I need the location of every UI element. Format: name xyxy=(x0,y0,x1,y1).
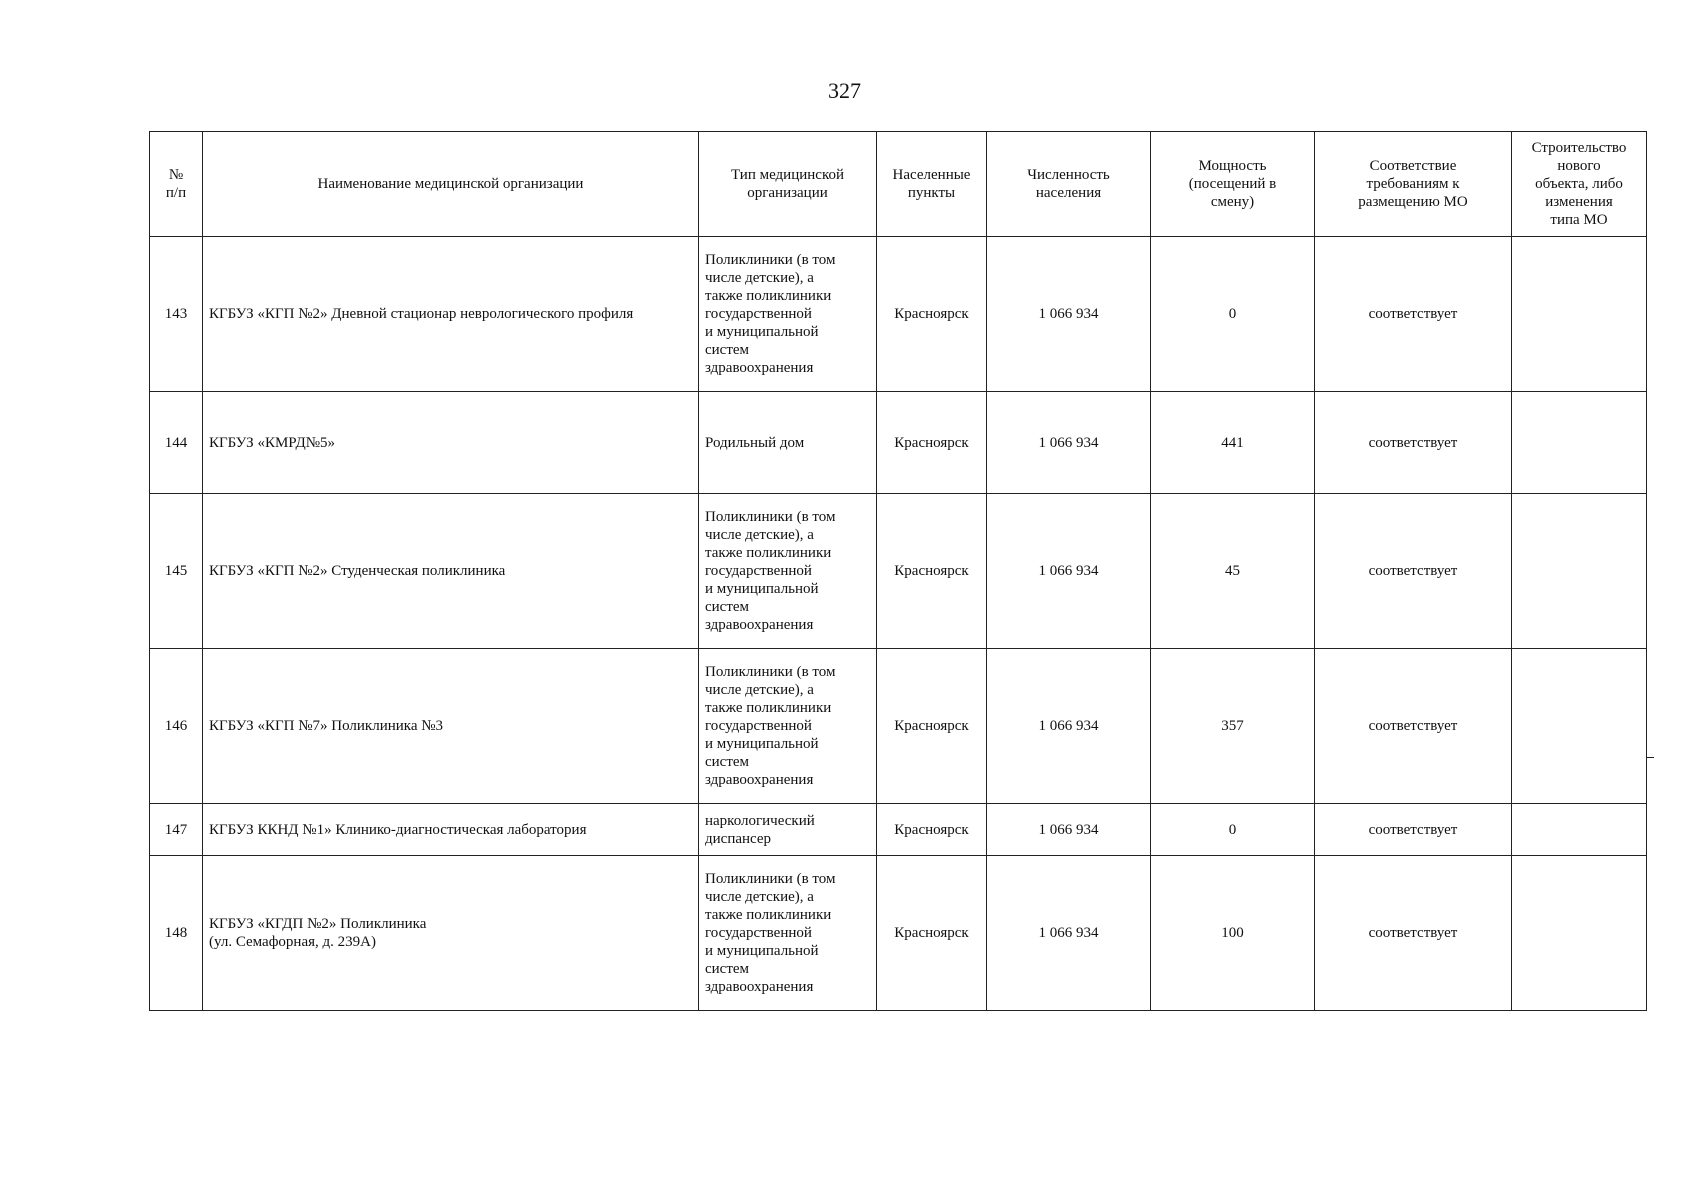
cell-compliance: соответствует xyxy=(1315,804,1512,856)
cell-city: Красноярск xyxy=(877,856,987,1011)
cell-name: КГБУЗ «КГП №7» Поликлиника №3 xyxy=(203,649,699,804)
header-population: Численность населения xyxy=(987,132,1151,237)
cell-population: 1 066 934 xyxy=(987,392,1151,494)
cell-population: 1 066 934 xyxy=(987,649,1151,804)
cell-population: 1 066 934 xyxy=(987,856,1151,1011)
table-row xyxy=(150,392,1647,494)
cell-compliance: соответствует xyxy=(1315,494,1512,649)
cell-construction xyxy=(1512,804,1647,856)
cell-name: КГБУЗ «КГДП №2» Поликлиника (ул. Семафорная, д. 239А) xyxy=(203,856,699,1011)
cell-construction xyxy=(1512,494,1647,649)
cell-construction xyxy=(1512,856,1647,1011)
cell-type: Родильный дом xyxy=(705,434,805,451)
cell-compliance: соответствует xyxy=(1315,392,1512,494)
cell-num: 147 xyxy=(150,804,203,856)
cell-capacity: 0 xyxy=(1151,804,1315,856)
table-row xyxy=(150,856,1647,1011)
cell-type: Поликлиники (в том числе детские), а также поликлиники государственной и муниципальной систем здравоохранения xyxy=(705,509,836,633)
cell-population: 1 066 934 xyxy=(987,494,1151,649)
cell-type: Поликлиники (в том числе детские), а также поликлиники государственной и муниципальной систем здравоохранения xyxy=(705,252,836,376)
table-row xyxy=(150,237,1647,392)
header-capacity: Мощность (посещений в смену) xyxy=(1151,132,1315,237)
cell-num: 143 xyxy=(150,237,203,392)
cell-city: Красноярск xyxy=(877,649,987,804)
header-construction: Строительство нового объекта, либо изменения типа МО xyxy=(1512,132,1647,237)
header-num: № п/п xyxy=(150,132,203,237)
cell-num: 146 xyxy=(150,649,203,804)
cell-population: 1 066 934 xyxy=(987,804,1151,856)
cell-capacity: 357 xyxy=(1151,649,1315,804)
cell-num: 145 xyxy=(150,494,203,649)
cell-capacity: 45 xyxy=(1151,494,1315,649)
page-number: 327 xyxy=(828,78,861,103)
cell-num: 144 xyxy=(150,392,203,494)
cell-type: Поликлиники (в том числе детские), а также поликлиники государственной и муниципальной систем здравоохранения xyxy=(705,871,836,995)
cell-city: Красноярск xyxy=(877,494,987,649)
cell-name: КГБУЗ «КГП №2» Студенческая поликлиника xyxy=(203,494,699,649)
cell-capacity: 0 xyxy=(1151,237,1315,392)
cell-name: КГБУЗ «КГП №2» Дневной стационар неврологического профиля xyxy=(203,237,699,392)
cell-construction xyxy=(1512,392,1647,494)
cell-compliance: соответствует xyxy=(1315,237,1512,392)
cell-type: наркологический диспансер xyxy=(705,812,815,847)
cell-capacity: 100 xyxy=(1151,856,1315,1011)
cell-type: Поликлиники (в том числе детские), а также поликлиники государственной и муниципальной систем здравоохранения xyxy=(705,664,836,788)
table-row xyxy=(150,649,1647,804)
table-row xyxy=(150,494,1647,649)
table-row xyxy=(150,804,1647,856)
cell-construction xyxy=(1512,649,1647,804)
cell-city: Красноярск xyxy=(877,392,987,494)
header-compliance: Соответствие требованиям к размещению МО xyxy=(1315,132,1512,237)
cell-compliance: соответствует xyxy=(1315,856,1512,1011)
table-header-row xyxy=(150,132,1647,237)
cell-capacity: 441 xyxy=(1151,392,1315,494)
cell-compliance: соответствует xyxy=(1315,649,1512,804)
cell-city: Красноярск xyxy=(877,804,987,856)
medical-organizations-table xyxy=(149,131,1647,1011)
header-type: Тип медицинской организации xyxy=(699,132,877,237)
cell-construction xyxy=(1512,237,1647,392)
cell-num: 148 xyxy=(150,856,203,1011)
header-name: Наименование медицинской организации xyxy=(203,132,699,237)
cell-name: КГБУЗ ККНД №1» Клинико-диагностическая лаборатория xyxy=(203,804,699,856)
cell-name: КГБУЗ «КМРД№5» xyxy=(203,392,699,494)
cell-population: 1 066 934 xyxy=(987,237,1151,392)
header-city: Населенные пункты xyxy=(877,132,987,237)
edge-tick-mark xyxy=(1646,757,1654,758)
cell-city: Красноярск xyxy=(877,237,987,392)
